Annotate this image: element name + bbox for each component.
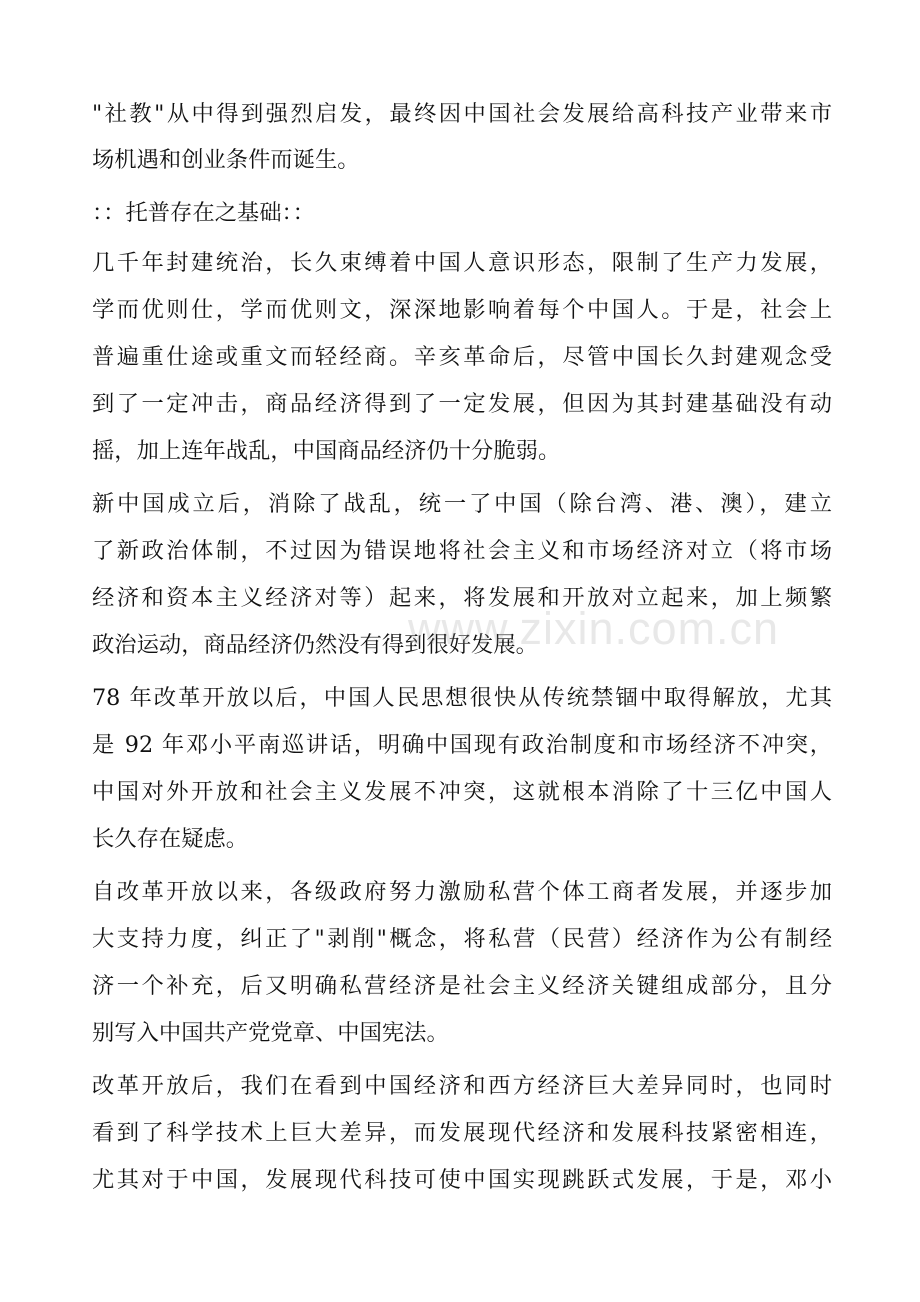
- text-line: "社教"从中得到强烈启发，最终因中国社会发展给高科技产业带来市: [92, 101, 832, 127]
- text-line: 经济和资本主义经济对等）起来，将发展和开放对立起来，加上频繁: [92, 585, 832, 611]
- text-line: 到了一定冲击，商品经济得到了一定发展，但因为其封建基础没有动: [92, 391, 832, 417]
- watermark: www.zixin.com.cn: [408, 603, 780, 654]
- text-line: 别写入中国共产党党章、中国宪法。: [92, 1020, 449, 1046]
- text-line: 看到了科学技术上巨大差异，而发展现代经济和发展科技紧密相连，: [92, 1120, 832, 1146]
- text-line: 政治运动，商品经济仍然没有得到很好发展。: [92, 632, 538, 658]
- text-line: 新中国成立后，消除了战乱，统一了中国（除台湾、港、澳），建立: [92, 491, 832, 517]
- text-line: 济一个补充，后又明确私营经济是社会主义经济关键组成部分，且分: [92, 973, 832, 999]
- text-line: 学而优则仕，学而优则文，深深地影响着每个中国人。于是，社会上: [92, 297, 832, 323]
- text-line: 了新政治体制，不过因为错误地将社会主义和市场经济对立（将市场: [92, 538, 832, 564]
- text-line: 长久存在疑虑。: [92, 826, 249, 852]
- text-line: 几千年封建统治，长久束缚着中国人意识形态，限制了生产力发展，: [92, 250, 832, 276]
- text-line: 是 92 年邓小平南巡讲话，明确中国现有政治制度和市场经济不冲突，: [92, 732, 832, 758]
- text-line: 中国对外开放和社会主义发展不冲突，这就根本消除了十三亿中国人: [92, 779, 832, 805]
- text-line: 尤其对于中国，发展现代科技可使中国实现跳跃式发展，于是，邓小: [92, 1167, 832, 1193]
- text-line: 大支持力度，纠正了"剥削"概念，将私营（民营）经济作为公有制经: [92, 926, 832, 952]
- text-line: 改革开放后，我们在看到中国经济和西方经济巨大差异同时，也同时: [92, 1073, 832, 1099]
- text-line: 场机遇和创业条件而诞生。: [92, 147, 360, 173]
- section-heading: ：：托普存在之基础：：: [92, 200, 315, 226]
- text-line: 自改革开放以来，各级政府努力激励私营个体工商者发展，并逐步加: [92, 879, 832, 905]
- text-line: 78 年改革开放以后，中国人民思想很快从传统禁锢中取得解放，尤其: [92, 685, 832, 711]
- text-line: 普遍重仕途或重文而轻经商。辛亥革命后，尽管中国长久封建观念受: [92, 344, 832, 370]
- text-line: 摇，加上连年战乱，中国商品经济仍十分脆弱。: [92, 438, 561, 464]
